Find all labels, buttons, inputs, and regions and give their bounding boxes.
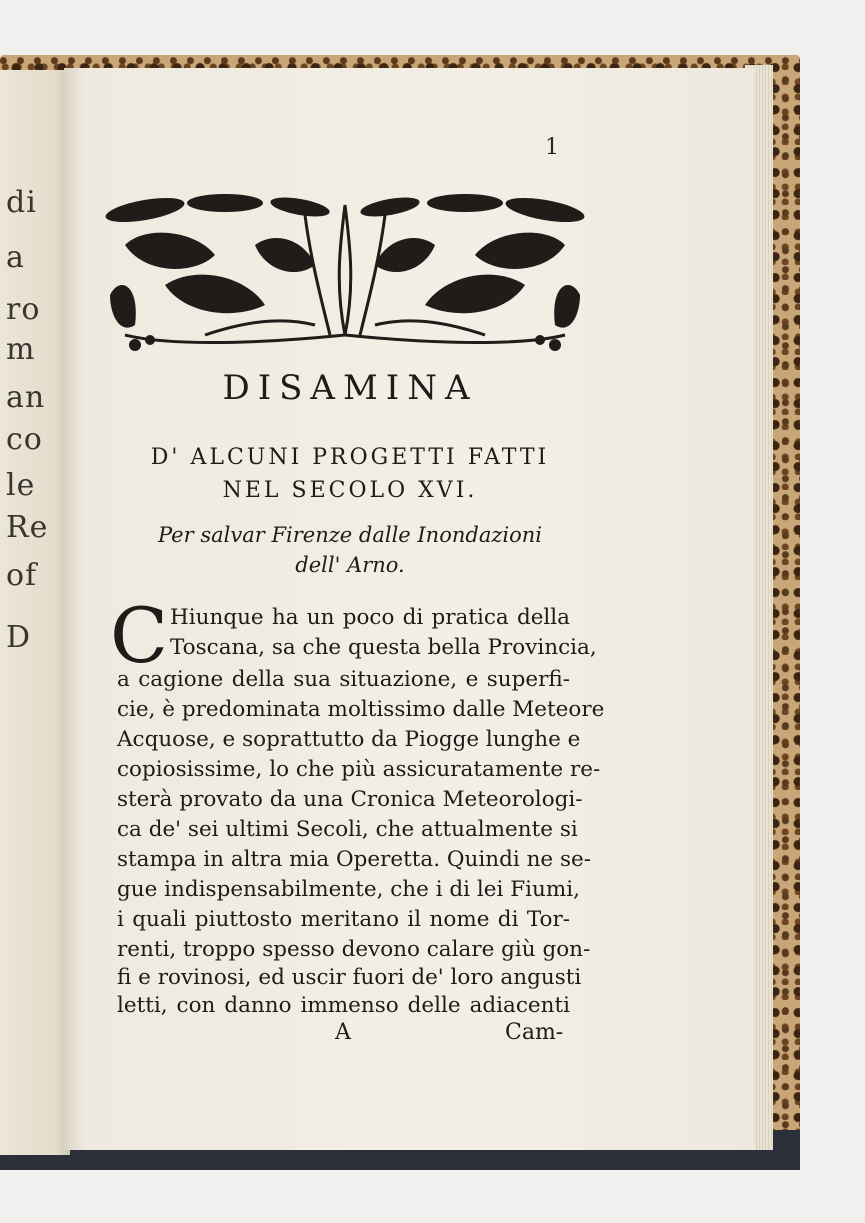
page-title: DISAMINA: [222, 368, 478, 408]
page-number: 1: [545, 135, 559, 160]
body-line: letti, con danno immenso delle adiacenti: [117, 993, 570, 1018]
woodcut-ornament: [105, 185, 585, 355]
body-line: Hiunque ha un poco di pratica della: [170, 605, 570, 630]
left-page-fragment: Re: [6, 510, 49, 545]
subtitle-line: NEL SECOLO XVI.: [222, 478, 478, 503]
left-page-fragment: a: [6, 240, 25, 275]
body-line: copiosissime, lo che più assicuratamente re-: [117, 757, 601, 782]
body-line: Acquose, e soprattutto da Piogge lunghe e: [117, 727, 581, 752]
left-page-fragment: ro: [6, 292, 41, 327]
left-page-fragment: co: [6, 422, 43, 457]
left-page-fragment: le: [6, 468, 36, 503]
body-line: ca de' sei ultimi Secoli, che attualmente si: [117, 817, 578, 842]
purpose-line: Per salvar Firenze dalle Inondazioni: [158, 523, 542, 547]
body-line: stampa in altra mia Operetta. Quindi ne se-: [117, 847, 592, 872]
left-page: [0, 70, 70, 1155]
catchword: Cam-: [505, 1020, 564, 1045]
body-line: cie, è predominata moltissimo dalle Meteore: [117, 697, 605, 722]
left-page-fragment: D: [6, 620, 32, 655]
body-line: fi e rovinosi, ed uscir fuori de' loro angusti: [117, 965, 582, 990]
body-line: Toscana, sa che questa bella Provincia,: [170, 635, 597, 660]
purpose-heading: [110, 520, 590, 580]
body-line: sterà provato da una Cronica Meteorologi-: [117, 787, 583, 812]
body-line: i quali piuttosto meritano il nome di Tor-: [117, 907, 570, 932]
drop-cap: C: [110, 591, 169, 680]
signature-mark: A: [335, 1020, 351, 1045]
left-page-fragment: di: [6, 185, 37, 220]
body-line: renti, troppo spesso devono calare giù gon-: [117, 937, 591, 962]
left-page-fragment: of: [6, 558, 38, 593]
left-page-fragment: an: [6, 380, 46, 415]
purpose-line: dell' Arno.: [295, 553, 405, 577]
body-line: gue indispensabilmente, che i di lei Fiumi,: [117, 877, 580, 902]
left-page-fragment: m: [6, 332, 36, 367]
body-line: a cagione della sua situazione, e superfi-: [117, 667, 570, 692]
subtitle-line: D' ALCUNI PROGETTI FATTI: [150, 445, 550, 470]
